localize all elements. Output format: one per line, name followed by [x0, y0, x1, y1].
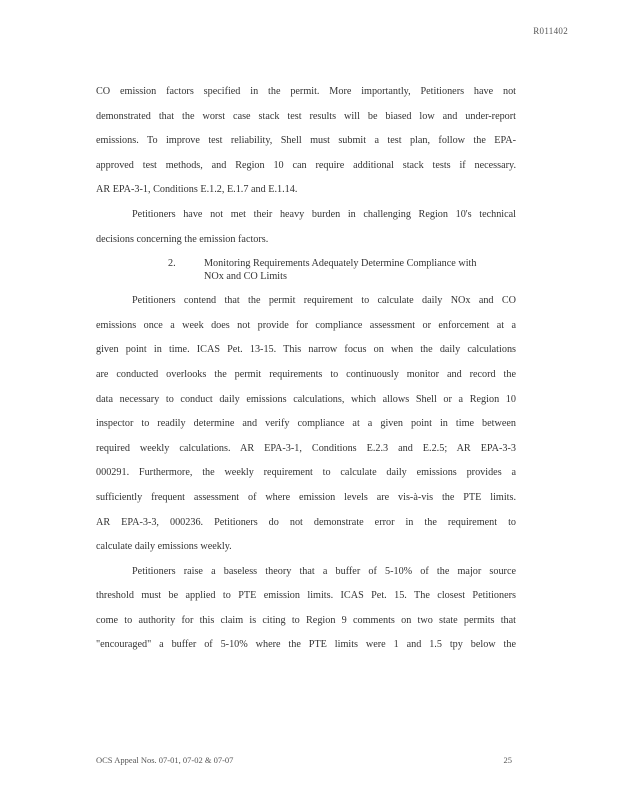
text-line: demonstrated that the worst case stack test results will be biased low and under-report — [96, 110, 516, 122]
text-line: come to authority for this claim is citing to Region 9 comments on two state permits that — [96, 614, 516, 626]
paragraph-3 — [96, 289, 516, 560]
text-line: 000291. Furthermore, the weekly requirement to calculate daily emissions provides a — [96, 467, 516, 479]
text-line: sufficiently frequent assessment of where emission levels are vis-à-vis the PTE limits. — [96, 491, 516, 503]
text-line: given point in time. ICAS Pet. 13-15. This narrow focus on when the daily calculations — [96, 344, 516, 356]
text-line: approved test methods, and Region 10 can require additional stack tests if necessary. — [96, 159, 516, 171]
text-line: Petitioners contend that the permit requirement to calculate daily NOx and CO — [132, 295, 516, 307]
text-line: AR EPA-3-3, 000236. Petitioners do not demonstrate error in the requirement to — [96, 516, 516, 528]
text-line: inspector to readily determine and verify compliance at a given point in time between — [96, 418, 516, 430]
section-number: 2. — [168, 258, 176, 270]
page-number: 25 — [503, 755, 512, 765]
text-line: calculate daily emissions weekly. — [96, 541, 232, 553]
text-line: decisions concerning the emission factors. — [96, 233, 269, 245]
text-line: emissions once a week does not provide for compliance assessment or enforcement at a — [96, 319, 516, 331]
text-line: threshold must be applied to PTE emission limits. ICAS Pet. 15. The closest Petitioners — [96, 590, 516, 602]
text-line: required weekly calculations. AR EPA-3-1, Conditions E.2.3 and E.2.5; AR EPA-3-3 — [96, 442, 516, 454]
text-line: AR EPA-3-1, Conditions E.1.2, E.1.7 and E.1.14. — [96, 184, 298, 196]
section-title — [204, 258, 516, 283]
footer-citation: OCS Appeal Nos. 07-01, 07-02 & 07-07 — [96, 755, 234, 765]
text-line: emissions. To improve test reliability, Shell must submit a test plan, follow the EPA- — [96, 135, 516, 147]
text-line: data necessary to conduct daily emissions calculations, which allows Shell or a Region 10 — [96, 393, 516, 405]
text-line: Petitioners raise a baseless theory that a buffer of 5-10% of the major source — [132, 565, 516, 577]
document-id: R011402 — [533, 26, 568, 36]
text-line: "encouraged" a buffer of 5-10% where the PTE limits were 1 and 1.5 tpy below the — [96, 639, 516, 651]
paragraph-4 — [96, 560, 516, 658]
text-line: CO emission factors specified in the permit. More importantly, Petitioners have not — [96, 86, 516, 97]
text-line: Petitioners have not met their heavy burden in challenging Region 10's technical — [132, 208, 516, 220]
section-title-line: Monitoring Requirements Adequately Determine Compliance with — [204, 258, 477, 270]
paragraph-2 — [96, 203, 516, 252]
section-heading — [96, 258, 516, 283]
body-text — [96, 80, 516, 658]
paragraph-1 — [96, 80, 516, 203]
section-title-line: NOx and CO Limits — [204, 270, 287, 282]
text-line: are conducted overlooks the permit requirements to continuously monitor and record the — [96, 368, 516, 380]
